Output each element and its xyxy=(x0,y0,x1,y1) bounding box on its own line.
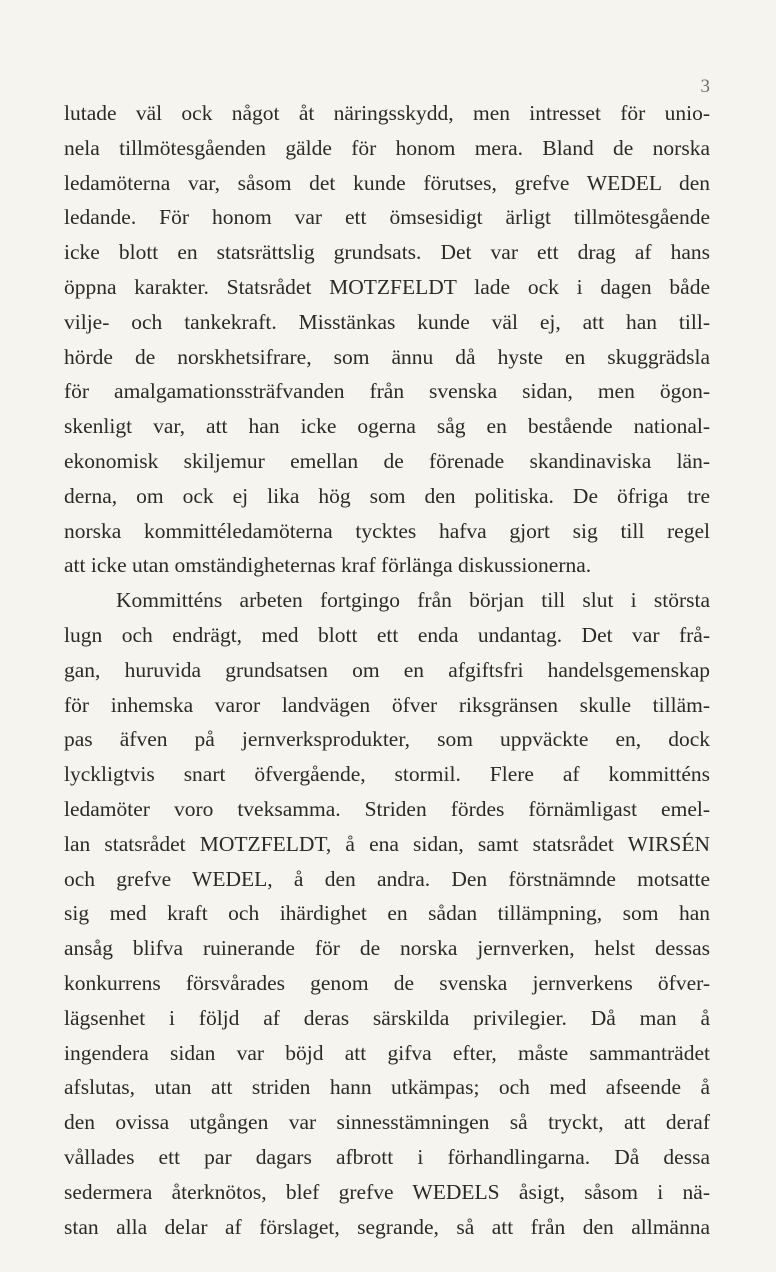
text-line: lyckligtvis snart öfvergående, stormil. Flere af kommitténs xyxy=(64,762,710,787)
text-line: lan statsrådet MOTZFELDT, å ena sidan, samt statsrådet WIRSÉN xyxy=(64,831,710,856)
text-line: och grefve WEDEL, å den andra. Den förstnämnde motsatte xyxy=(64,866,710,891)
body-text xyxy=(64,96,710,1244)
text-line: sedermera återknötos, blef grefve WEDELS åsigt, såsom i nä- xyxy=(64,1179,710,1204)
text-line: ledande. För honom var ett ömsesidigt ärligt tillmötesgående xyxy=(64,205,710,230)
text-line: pas äfven på jernverksprodukter, som uppväckte en, dock xyxy=(64,727,710,752)
text-line: Kommitténs arbeten fortgingo från början till slut i största xyxy=(116,588,710,613)
text-line: ingendera sidan var böjd att gifva efter, måste sammanträdet xyxy=(64,1040,710,1065)
text-line: stan alla delar af förslaget, segrande, så att från den allmänna xyxy=(64,1214,710,1239)
text-line: vållades ett par dagars afbrott i förhandlingarna. Då dessa xyxy=(64,1144,710,1169)
text-line: nela tillmötesgåenden gälde för honom mera. Bland de norska xyxy=(64,135,710,160)
text-line: sig med kraft och ihärdighet en sådan tillämpning, som han xyxy=(64,901,710,926)
text-line: skenligt var, att han icke ogerna såg en bestående national- xyxy=(64,414,710,439)
text-line: öppna karakter. Statsrådet MOTZFELDT lade ock i dagen både xyxy=(64,274,710,299)
page-number: 3 xyxy=(700,76,710,97)
text-line: lägsenhet i följd af deras särskilda privilegier. Då man å xyxy=(64,1005,710,1030)
text-line: ekonomisk skiljemur emellan de förenade skandinaviska län- xyxy=(64,448,710,473)
text-line: hörde de norskhetsifrare, som ännu då hyste en skuggrädsla xyxy=(64,344,710,369)
text-line: ledamöter voro tveksamma. Striden fördes förnämligast emel- xyxy=(64,796,710,821)
text-line: lutade väl ock något åt näringsskydd, men intresset för unio- xyxy=(64,101,710,125)
text-line: ledamöterna var, såsom det kunde förutses, grefve WEDEL den xyxy=(64,170,710,195)
text-line: den ovissa utgången var sinnesstämningen så tryckt, att deraf xyxy=(64,1110,710,1135)
text-line: vilje- och tankekraft. Misstänkas kunde väl ej, att han till- xyxy=(64,309,710,334)
text-line: gan, huruvida grundsatsen om en afgiftsfri handelsgemenskap xyxy=(64,657,710,682)
text-line: ansåg blifva ruinerande för de norska jernverken, helst dessas xyxy=(64,936,710,961)
text-line: norska kommittéledamöterna tycktes hafva gjort sig till regel xyxy=(64,518,710,543)
text-line: afslutas, utan att striden hann utkämpas; och med afseende å xyxy=(64,1075,710,1100)
text-line: icke blott en statsrättslig grundsats. Det var ett drag af hans xyxy=(64,240,710,265)
text-line: derna, om ock ej lika hög som den politiska. De öfriga tre xyxy=(64,483,710,508)
text-line: för amalgamationssträfvanden från svenska sidan, men ögon- xyxy=(64,379,710,404)
text-line: konkurrens försvårades genom de svenska jernverkens öfver- xyxy=(64,970,710,995)
text-line: för inhemska varor landvägen öfver riksgränsen skulle tilläm- xyxy=(64,692,710,717)
text-line: att icke utan omständigheternas kraf förlänga diskussionerna. xyxy=(64,553,592,578)
text-line: lugn och endrägt, med blott ett enda undantag. Det var frå- xyxy=(64,622,710,647)
